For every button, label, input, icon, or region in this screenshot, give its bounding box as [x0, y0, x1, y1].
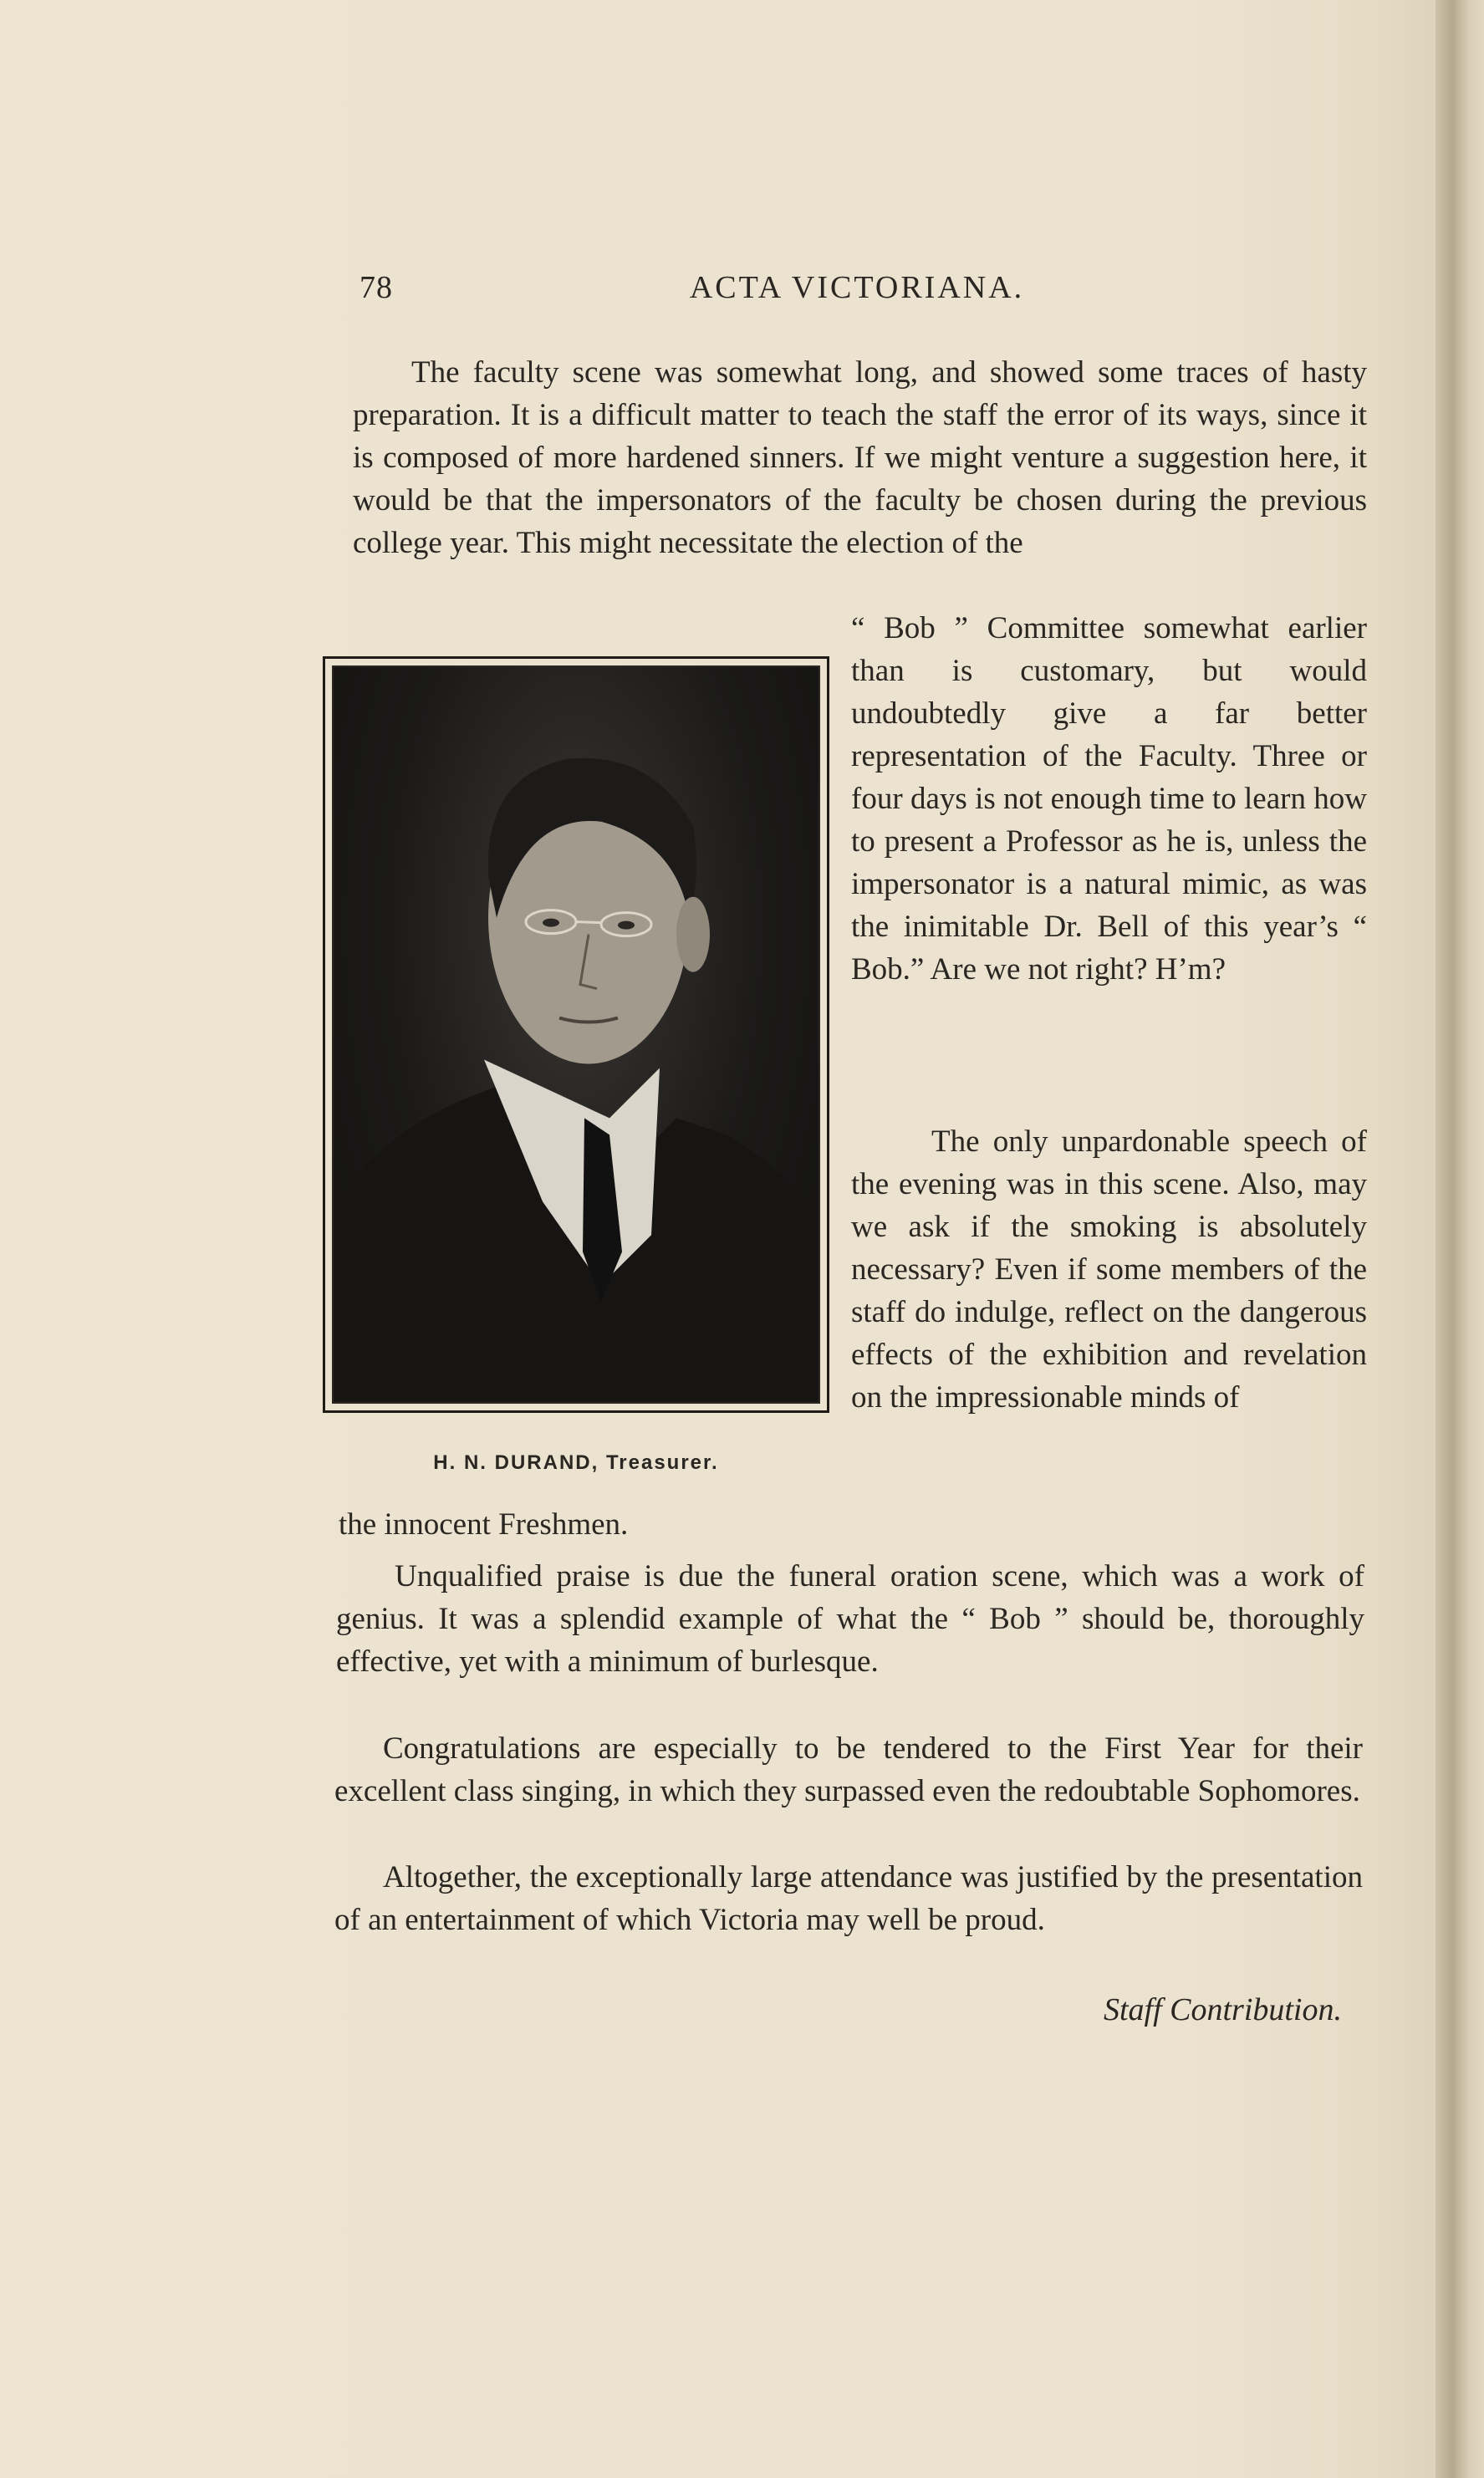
paragraph-4: Congratulations are especially to be tendered to the First Year for their excellent class singing, in which they surpassed even the redoubtable Sophomores.: [334, 1731, 1363, 1808]
paragraph-2: The only unpardonable speech of the evening was in this scene. Also, may we ask if the smoking is absolutely necessary? Even if some members of the staff do indulge, reflect on the dangerous effects of the exhibition and revelation on the impressionable minds of: [851, 1124, 1367, 1415]
photo-caption: H. N. DURAND, Treasurer.: [433, 1451, 719, 1474]
running-head: ACTA VICTORIANA.: [689, 270, 1025, 305]
page-number: 78: [360, 270, 393, 305]
paragraph-1-continued: “ Bob ” Committee somewhat earlier than is customary, but would undoubtedly give a far better representation of the Faculty. Three or four days is not enough time to learn how to present a Professor as he is, unless the impersonator is a natural mimic, as was the inimitable Dr. Bell of this year’s “ Bob.” Are we not right? H’m?: [851, 611, 1367, 987]
signature: Staff Contribution.: [1103, 1992, 1342, 2027]
paragraph-1: The faculty scene was somewhat long, and showed some traces of hasty preparation. It is a difficult matter to teach the staff the error of its ways, since it is composed of more hardened sinners. If we might venture a suggestion here, it would be that the impersonators of the faculty be chosen during the previous college year. This might necessitate the election of the: [353, 355, 1367, 560]
portrait-photo: [323, 656, 829, 1413]
page-header: [360, 269, 1354, 311]
book-spine-shadow: [1436, 0, 1484, 2478]
paragraph-5: Altogether, the exceptionally large attendance was justified by the presentation of an entertainment of which Victoria may well be proud.: [334, 1860, 1363, 1937]
paragraph-3: Unqualified praise is due the funeral oration scene, which was a work of genius. It was a splendid example of what the “ Bob ” should be, thoroughly effective, yet with a minimum of burlesque.: [336, 1559, 1364, 1679]
portrait-image: [332, 665, 820, 1404]
portrait-figure: [334, 667, 818, 1402]
paragraph-2-tail: the innocent Freshmen.: [339, 1507, 629, 1542]
